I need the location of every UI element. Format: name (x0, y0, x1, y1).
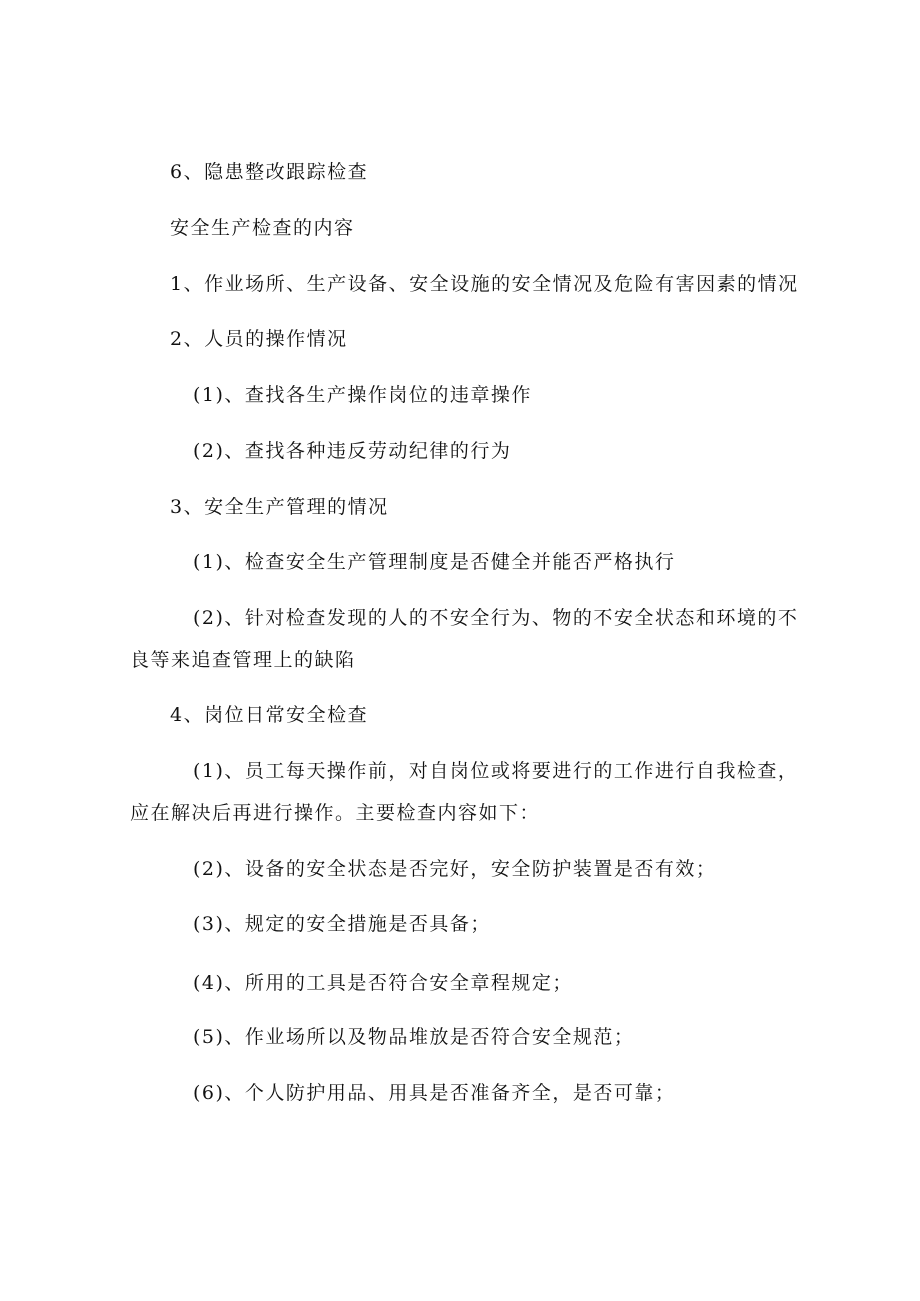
section-heading: 安全生产检查的内容 (170, 217, 355, 239)
item-4-sub-6: (6)、个人防护用品、用具是否准备齐全，是否可靠； (193, 1082, 676, 1104)
item-4: 4、岗位日常安全检查 (170, 704, 369, 726)
item-4-sub-1-line-1: (1)、员工每天操作前，对自岗位或将要进行的工作进行自我检查， (193, 760, 799, 782)
item-4-sub-1-line-2: 应在解决后再进行操作。主要检查内容如下： (130, 802, 541, 824)
item-3: 3、安全生产管理的情况 (170, 496, 389, 518)
item-3-sub-1: (1)、检查安全生产管理制度是否健全并能否严格执行 (193, 551, 676, 573)
item-2: 2、人员的操作情况 (170, 328, 348, 350)
item-4-sub-3: (3)、规定的安全措施是否具备； (193, 913, 491, 935)
item-1: 1、作业场所、生产设备、安全设施的安全情况及危险有害因素的情况 (170, 273, 799, 295)
item-4-sub-4: (4)、所用的工具是否符合安全章程规定； (193, 972, 573, 994)
item-3-sub-2 (130, 606, 798, 672)
item-4-sub-5: (5)、作业场所以及物品堆放是否符合安全规范； (193, 1026, 635, 1048)
item-3-sub-2-line-2: 良等来追查管理上的缺陷 (130, 649, 356, 671)
item-6-heading: 6、隐患整改跟踪检查 (170, 161, 369, 183)
item-3-sub-2-line-1: (2)、针对检查发现的人的不安全行为、物的不安全状态和环境的不 (193, 607, 799, 629)
item-2-sub-1: (1)、查找各生产操作岗位的违章操作 (193, 384, 532, 406)
item-2-sub-2: (2)、查找各种违反劳动纪律的行为 (193, 440, 512, 462)
item-4-sub-1 (130, 759, 798, 825)
item-4-sub-2: (2)、设备的安全状态是否完好，安全防护装置是否有效； (193, 858, 717, 880)
